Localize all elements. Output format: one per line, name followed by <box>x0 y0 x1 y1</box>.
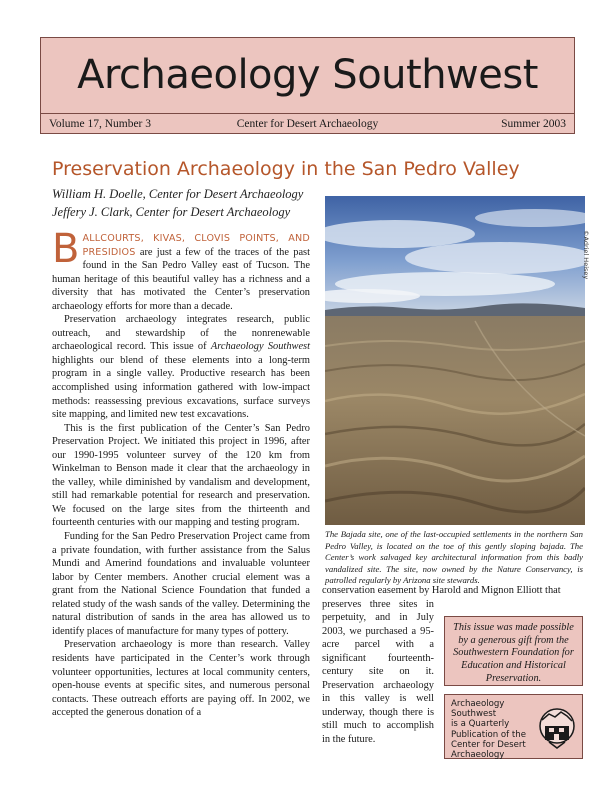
publication-info-box <box>444 694 583 759</box>
paragraph-3: This is the first publication of the Center’s San Pedro Preservation Project. We initiated this project in 1996, after our 1990-1995 volunteer survey of the 120 km from Winkelman to Benson made it clear that the archaeology in the valley, while diminished by vandalism and development, still had remarkable potential for research and preservation. We focused on the large sites from the thirteenth and fourteenth centuries with our mapping and testing program. <box>52 422 310 529</box>
issue-season: Summer 2003 <box>501 118 566 130</box>
publication-info-text: Archaeology Southwest is a Quarterly Publication of the Center for Desert Archaeology <box>451 699 527 761</box>
lead-paragraph <box>52 226 310 313</box>
lead-text: are just a few of the traces of the past found in the San Pedro Valley east of Tucson. The human heritage of this beautiful valley has a richness and a diversity that has motivated the Center’s preservation archaeology efforts for more than a decade. <box>52 246 310 312</box>
paragraph-5-continued: preserves three sites in perpetuity, and in July 2003, we purchased a 95-acre parcel with a significant fourteenth-century site on it. Preservation archaeology in this valley is well underway, though there is still much to accomplish in the future. <box>322 598 434 746</box>
paragraph-2: Preservation archaeology integrates research, public outreach, and stewardship of the nonrenewable archaeological record. This issue of Archaeology Southwest highlights our blend of these elements into a long-term program in a single valley. Productive research has been accomplished using information gathered with low-impact methods: reassessing previous excavations, surface surveys site mapping, and limited new test excavations. <box>52 314 310 421</box>
drop-cap: B <box>52 226 80 272</box>
center-for-desert-archaeology-logo-icon <box>537 706 577 750</box>
aerial-photo-bajada-site <box>325 196 585 525</box>
article-title: Preservation Archaeology in the San Pedro Valley <box>52 158 520 180</box>
masthead-title: Archaeology Southwest <box>77 52 538 98</box>
masthead <box>40 37 575 134</box>
sponsor-notice: This issue was made possible by a generous gift from the Southwestern Foundation for Education and Historical Preservation. <box>444 616 583 686</box>
publication-name-italic: Archaeology Southwest <box>210 341 310 353</box>
paragraph-5-continued-wide: conservation easement by Harold and Mignon Elliott that <box>322 585 561 596</box>
byline-author-2: Jeffery J. Clark, Center for Desert Archaeology <box>52 205 291 219</box>
paragraph-5: Preservation archaeology is more than research. Valley residents have participated in the Center’s work through volunteer opportunities, lectures at local community centers, open-house events at specific sites, and numerous personal contacts. These outreach efforts are paying off. In 2002, we accepted the generous donation of a <box>52 639 310 719</box>
lead-small-caps: ALLCOURTS, KIVAS, CLOVIS POINTS, AND PRESIDIOS <box>82 233 310 258</box>
masthead-divider <box>41 113 574 114</box>
paragraph-4: Funding for the San Pedro Preservation Project came from a private foundation, with further assistance from the Salus Mundi and Amerind foundations and invaluable volunteer labor by Center members. Another crucial element was a grant from the National Science Foundation that funded a related study of the wash sands of the valley. Determining the natural distribution of sands in the area has allowed us to identify places of manufacture for many types of pottery. <box>52 531 310 637</box>
publisher-name: Center for Desert Archaeology <box>236 118 379 130</box>
article-body-left-column <box>52 226 310 720</box>
photo-credit: ©Adriel Heisey <box>582 230 590 280</box>
photo-caption: The Bajada site, one of the last-occupied settlements in the northern San Pedro Valley, is located on the toe of this gently sloping bajada. The Center’s work salvaged key architectural information from this badly vandalized site. The site, now owned by the Nature Conservancy, is patrolled regularly by Arizona site stewards. <box>325 529 583 586</box>
byline-author-1: William H. Doelle, Center for Desert Archaeology <box>52 187 304 201</box>
issue-volume: Volume 17, Number 3 <box>49 118 152 130</box>
